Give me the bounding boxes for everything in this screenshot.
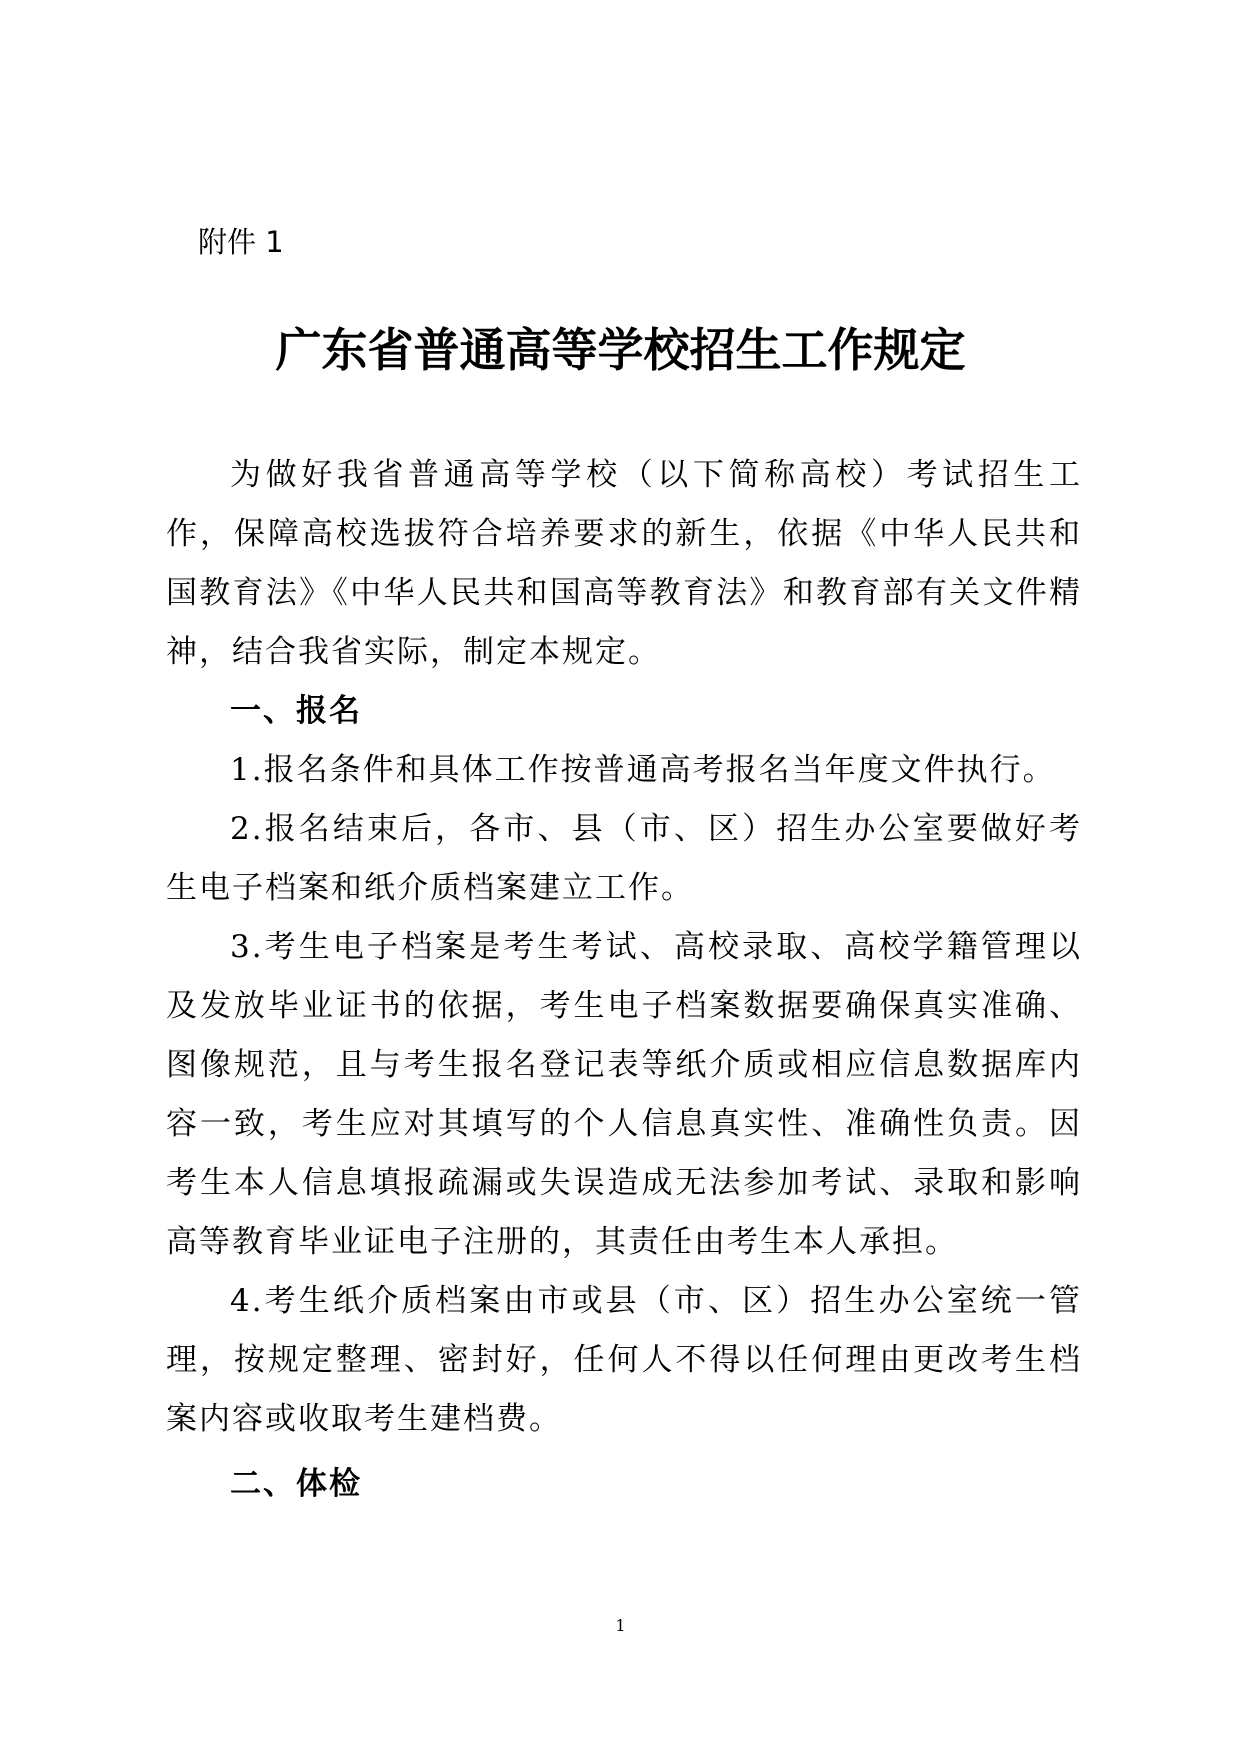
registration-item-3: 3.考生电子档案是考生考试、高校录取、高校学籍管理以及发放毕业证书的依据，考生电子档案数据要确保真实准确、图像规范，且与考生报名登记表等纸介质或相应信息数据库内容一致，考生应对其填写的个人信息真实性、准确性负责。因考生本人信息填报疏漏或失误造成无法参加考试、录取和影响高等教育毕业证电子注册的，其责任由考生本人承担。	[166, 929, 1082, 1260]
section-heading-registration: 一、报名	[230, 693, 362, 729]
page-number: 1	[615, 1616, 626, 1635]
registration-item-1: 1.报名条件和具体工作按普通高考报名当年度文件执行。	[230, 752, 1056, 788]
intro-paragraph: 为做好我省普通高等学校（以下简称高校）考试招生工作，保障高校选拔符合培养要求的新生，依据《中华人民共和国教育法》《中华人民共和国高等教育法》和教育部有关文件精神，结合我省实际，制定本规定。	[166, 457, 1082, 670]
attachment-label: 附件 1	[198, 225, 284, 259]
document-title: 广东省普通高等学校招生工作规定	[275, 323, 966, 377]
section-heading-physical-exam: 二、体检	[230, 1466, 362, 1502]
document-body	[166, 446, 1082, 1514]
registration-item-2: 2.报名结束后，各市、县（市、区）招生办公室要做好考生电子档案和纸介质档案建立工作。	[166, 811, 1082, 906]
registration-item-4: 4.考生纸介质档案由市或县（市、区）招生办公室统一管理，按规定整理、密封好，任何人不得以任何理由更改考生档案内容或收取考生建档费。	[166, 1283, 1082, 1437]
